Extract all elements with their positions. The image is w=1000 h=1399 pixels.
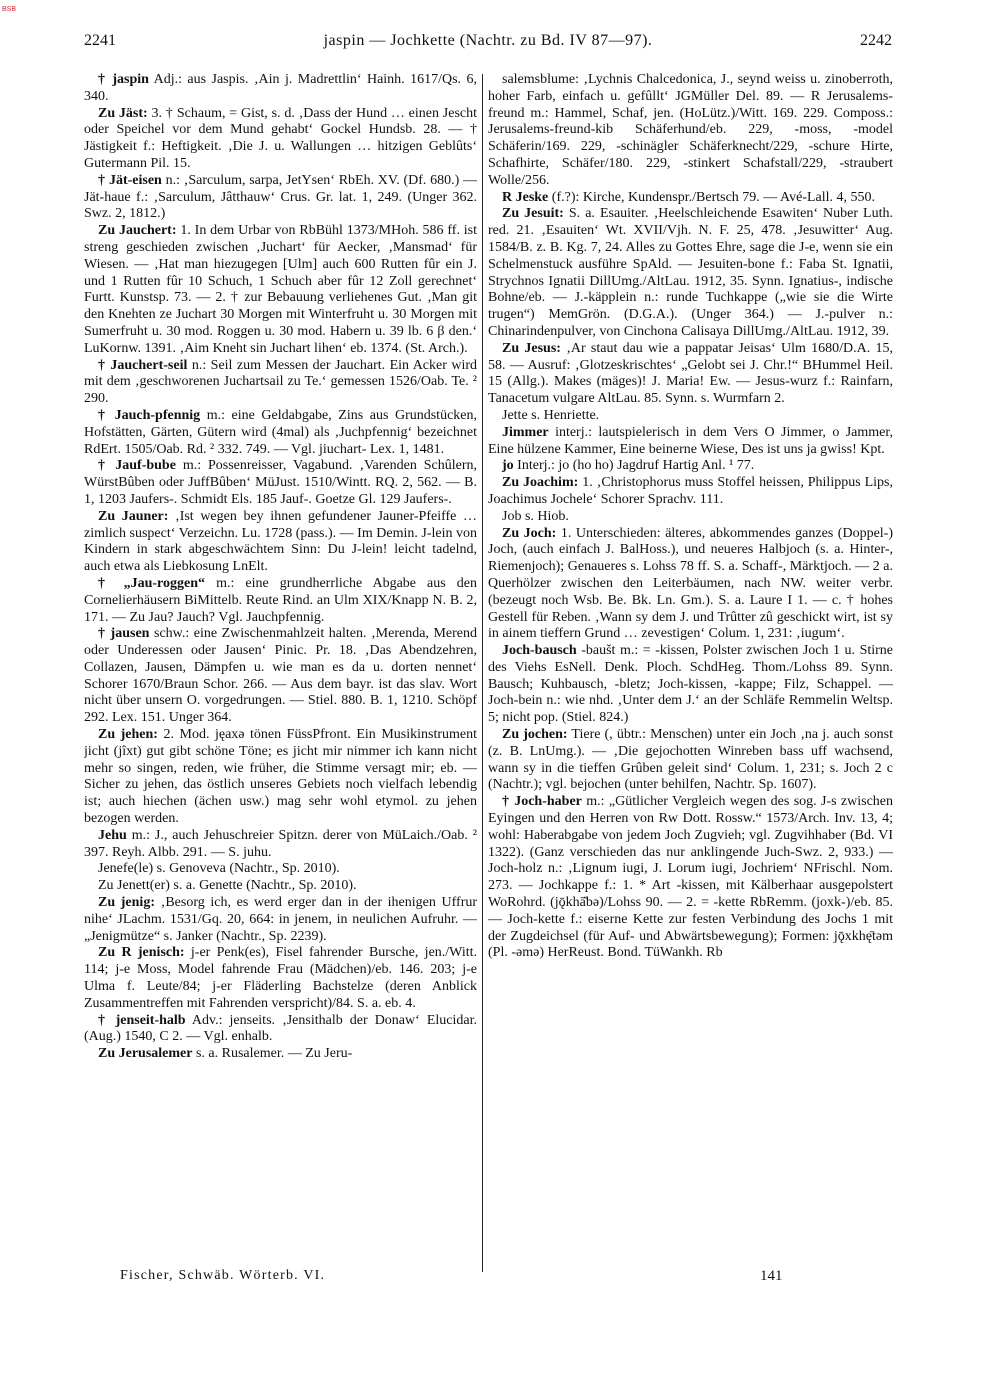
entry-text: j-er Penk(es), Fisel fahrender Bursche, jen./Witt. 114; j-e Moss, Model fahrende Frau (Mädchen)/eb. 146. 203; j-e Ulma f. Leute/84; j-er Fläderling Bachstelze (deren Anblick Zusammentreffen mit Fahrenden verspricht)/84. S. a. eb. 4. [84,945,477,1011]
entry-text: Zu Jenett(er) s. a. Genette (Nachtr., Sp. 2010). [98,878,357,894]
entry-lemma: † Joch-haber [502,794,582,810]
running-title: jaspin — Jochkette (Nachtr. zu Bd. IV 87—97). [323,32,653,49]
entry-text: Adj.: aus Jaspis. ‚Ain j. Madrettlin‘ Hainh. 1617/Qs. 6, 340. [84,72,477,104]
dictionary-entry [84,458,477,508]
entry-lemma: Zu Jauchert: [98,223,177,239]
entry-text: Interj.: jo (ho ho) Jagdruf Hartig Anl. ¹ 77. [517,458,755,474]
right-column [488,72,893,1272]
library-stamp: BSB [2,6,17,13]
dictionary-entry [84,72,477,106]
entry-text: m.: „Gütlicher Vergleich wegen des sog. J-s zwischen Eyingen und den Herren von Rw Dott. Rossw.“ 1573/Arch. Inv. 13, 4; wohl: Haberabgabe von jedem Joch Zugvieh; vgl. Zugvihhaber (Bd. VI 1322). (Ganz verschieden das nur anklingende Juch-Swz. 2, 933.) — Joch-holz n.: ‚Lignum iugi, J. Lorum iugi, Jochriem‘ NFrischl. Nom. 273. — Jochkappe f.: 1. * Art -kissen, mit Kälberhaar ausgepolstert WoRohrd. (jǭkhā̆bə)/Lohss 90. — 2. = -kette RbRemm. (joxk-)/eb. 85. — Joch-kette f.: eiserne Kette zur festen Verbindung des Jochs 1 mit der Zugdeichsel (für Auf- und Abwärtsbewegung); Formen: jǭxkhę̄təm (Pl. -əmə) HerReust. Bond. TüWankh. Rb [488,794,893,961]
dictionary-entry [488,206,893,340]
entry-lemma: Zu Jesuit: [502,206,564,222]
entry-lemma: Zu Jauner: [98,508,169,524]
entry-lemma: Zu Joachim: [502,475,579,491]
entry-text: 2. Mod. jęaxə tönen FüssPfront. Ein Musikinstrument jicht (jîxt) gut gibt schöne Töne; es jicht mir nimmer ich kann nicht mehr so singen, reden, wie früher, die Stimme versagt mir; eb. — Sicher zu jehen, das östlich unseres Gebiets noch vielfach lebendig ist; auch hiechen (ächen usw.) mag sehr wohl etymol. zu jehen bezogen werden. [84,727,477,827]
dictionary-entry [488,458,893,475]
entry-lemma: Zu Joch: [502,525,557,541]
page-header [84,32,892,56]
page-number-left: 2241 [84,32,116,49]
entry-text: Tiere (, übtr.: Menschen) unter ein Joch ‚na j. auch sonst (z. B. LnUmg.). — ‚Die gejochotten Winreben bass uff wachsend, wann sy in die tieffen Grûben geleit sind‘ Colum. 1, 231; s. Joch 2 c (Nachtr.); vgl. bejochen (unter behilfen, Nachtr. Sp. 1607). [488,727,893,793]
footer-source: Fischer, Schwäb. Wörterb. VI. [120,1268,326,1283]
dictionary-entry [488,643,893,727]
column-divider [482,74,483,1272]
entry-lemma: † jausen [98,626,150,642]
entry-text: ‚Ist wegen bey ihnen gefundener Jauner-Pfeiffe … zimlich suspect‘ Verzeichn. Lu. 1728 (pass.). — Im Demin. J-lein von Kindern in stark abgeschwächtem Sinn: Du J-lein! leicht tadelnd, auch etwa als Liebkosung LnElt. [84,508,477,575]
entry-text: 1. ‚Christophorus muss Stoffel heissen, Philippus Lips, Joachimus Jochele‘ Schorer Sprachv. 111. [488,475,893,507]
dictionary-entry [488,509,893,526]
entry-text: m.: J., auch Jehuschreier Spitzn. derer von MüLaich./Oab. ² 397. Reyh. Albb. 291. — S. juhu. [84,827,477,860]
dictionary-entry [488,72,893,190]
dictionary-entry [488,727,893,794]
entry-text: 1. In dem Urbar von RbBühl 1373/MHoh. 586 ff. ist streng geschieden zwischen ‚Juchart‘ für Aecker, ‚Mansmad‘ für Wiesen. — ‚Hat man hiezugegen [Ulm] auch 600 Rutten fûr ein J. und 1 Rutten fûr 10 Schuch, 1 Schuch aber fûr 12 Zoll gerechnet‘ Furtt. Kunstsp. 73. — 2. † zur Bebauung verliehenes Gut. ‚Man git den Knehten ze Juchart 30 Morgen mit Winterfruht u. 30 Morgen mit Sumerfruht u. 30 mod. Roggen u. 30 mod. Habern u. 39 lb. 6 β den.‘ LuKornw. 1391. ‚Aim Kneht sin Juchart lihen‘ eb. 1374. (St. Arch.). [84,223,477,356]
dictionary-entry [84,173,477,223]
entry-lemma: Zu Jesus: [502,340,561,356]
entry-text: Job s. Hiob. [502,508,569,524]
entry-lemma: Jehu [98,827,127,843]
entry-lemma: Zu R jenisch: [98,945,185,961]
entry-text: Jette s. Henriette. [502,407,600,423]
dictionary-entry [488,475,893,509]
dictionary-entry [84,408,477,458]
entry-text: salemsblume: ‚Lychnis Chalcedonica, J., seynd weiss u. zinoberroth, hoher Farb, einfach u. gefûllt‘ JGMüller Del. 89. — R Jerusalems-freund m.: Hammel, Schaf, jen. (HoLütz.)/Witt. 169. 229. Composs.: Jerusalems-freund-kib Schäferhund/eb. 229, -moss, -model Schäferin/169. 229, -schinägler Schäferknecht/229, -schure Hirte, Schafhirte, Schäfer/180. 229, -stinkert Schafstall/229, -straubert Wolle/256. [488,72,893,188]
entry-lemma: Joch-bausch [502,643,577,659]
entry-text: 3. † Schaum, = Gist, s. d. ‚Dass der Hund … einen Jescht oder Speichel vor dem Mund gehabt‘ Gockel Hundsb. 28. — † Jästigkeit f.: Heftigkeit. ‚Die J. u. Wallungen … hitzigen Geblûts‘ Gutermann Pil. 15. [84,105,477,171]
entry-lemma: Zu Jäst: [98,105,148,121]
entry-lemma: † Jauch-pfennig [98,407,201,423]
entry-text: S. a. Esauiter. ‚Heelschleichende Esawiten‘ Nuber Luth. red. 21. ‚Esauiten‘ Wt. XVII/Vjh. N. F. 25, 478. ‚Jesuwitter‘ Aug. 1584/B. z. B. Kg. 7, 24. Alles zu Gottes Ehre, sage die J-e, wenn sie ein Schelmenstuck ausführe SpAld. — Jesuiten-bone f.: Faba St. Ignatii, Strychnos Ignatii DillUmg./AltLau. 1912, 35. Synn. Ignatius-, indische Bohne/eb. — J.-käpplein n.: runde Tuchkappe („wie sie die Wirte trugen“) MemGrön. (D.G.A.). (Unger 364.) — J.-pulver n.: Chinarindenpulver, von Cinchona Calisaya DillUmg./AltLau. 1912, 39. [488,206,893,339]
entry-text: m.: eine Geldabgabe, Zins aus Grundstücken, Hofstätten, Gärten, Gütern wird (4mal) als ‚Juchpfennig‘ bezeichnet RdErt. 1505/Oab. Rd. ² 332. 749. — Vgl. jiuchart- Lex. 1, 1481. [84,407,477,457]
entry-lemma: jo [502,458,514,474]
dictionary-entry [84,223,477,357]
entry-text: n.: Seil zum Messen der Jauchart. Ein Acker wird mit dem ‚geschworenen Juchartsail zu Te.‘ gemessen 1526/Oab. Te. ² 290. [84,357,477,407]
dictionary-entry [84,576,477,626]
dictionary-entry [488,794,893,962]
dictionary-entry [488,408,893,425]
dictionary-entry [84,945,477,1012]
dictionary-entry [84,878,477,895]
dictionary-entry [84,861,477,878]
dictionary-entry [84,626,477,727]
entry-text: -baušt m.: = -kissen, Polster zwischen Joch 1 u. Stirne des Viehs EsNell. Denk. Ploch. SchdHeg. Thom./Lohss 89. Synn. Bausch; Kuhbausch, -bletz; Joch-kissen, -kappe; Filz, Schappel. — Joch-bein n.: wie nhd. ‚Unter dem J.‘ an der Schläfe Remmelin Weltsp. 5; nicht pop. (Stiel. 824.) [488,643,893,726]
dictionary-entry [488,190,893,207]
entry-lemma: R Jeske [502,189,549,205]
entry-lemma: † Jauf-bube [98,458,176,474]
footer-page-number: 141 [760,1268,783,1284]
entry-text: 1. Unterschieden: älteres, abkommendes ganzes (Doppel-) Joch, (auch einfach J. BalHoss.), und neueres Halbjoch (s. a. Hinter-, Riemenjoch); Genaueres s. Lohss 78 ff. S. a. Schaff-, Märktjoch. — 2 a. Querhölzer zwischen den Leiterbäumen, nach NW. weiter verbr. (bezeugt noch Wsb. Be. Bk. Ln. Gm.). S. a. Laure I 1. — c. † hohes Gestell für Reben. ‚Wann sy dem J. und Trûtter zû geschickt wirt, ist sy in ainem tieffern Grund … zevestigen‘ Colum. 1, 231: ‚iugum‘. [488,525,893,642]
dictionary-entry [84,106,477,173]
dictionary-entry [84,727,477,828]
entry-lemma: Zu jochen: [502,727,568,743]
dictionary-entry [84,358,477,408]
left-column [84,72,477,1272]
entry-text: m.: eine grundherrliche Abgabe aus den Cornelierhäusern BiMittelb. Reute Rind. an Ulm XIX/Knapp N. B. 2, 171. — Zu Jau? Jauch? Vgl. Jauchpfennig. [84,575,477,625]
entry-lemma: Jimmer [502,424,549,440]
dictionary-entry [488,425,893,459]
entry-text: ‚Ar staut dau wie a pappatar Jeisas‘ Ulm 1680/D.A. 15, 58. — Ausruf: ‚Glotzeskrischtes‘ „Gelobt sei J. Chr.!“ BHummel Heil. 15 (Allg.). Makes (mäges)! J. Maria! Ew. — Jesus-wurz f.: Rainfarn, Tanacetum vulgare AltLau. 85. Synn. s. Wurmfarn 2. [488,340,893,407]
dictionary-entry [84,828,477,862]
entry-text: schw.: eine Zwischenmahlzeit halten. ‚Merenda, Merend oder Underessen oder Jausen‘ Pinic. Pr. 18. ‚Das Abendzehren, Collazen, Jausen, Dämpfen u. wie man es da u. dorten nennet‘ Schorer 1670/Braun Schor. 266. — Aus dem bayr. ist das slav. Wort nicht über unsern O. vorgedrungen. — Stiel. 880. B. 1, 1210. Schöpf 292. Lex. 151. Unger 364. [84,626,477,726]
dictionary-entry [84,895,477,945]
entry-text: m.: Possenreisser, Vagabund. ‚Varenden Schûlern, WürstBûben oder JuffBûben‘ MüJust. 1510/Wintt. RQ. 2, 562. — B. 1, 1203 Jaufers-. Schmidt Els. 185 Jauf-. Goetze Gl. 129 Jaufers-. [84,458,477,507]
dictionary-entry [84,509,477,576]
entry-lemma: † jaspin [98,72,149,87]
entry-lemma: † „Jau-roggen“ [98,575,206,591]
dictionary-entry [84,1046,477,1063]
entry-lemma: † Jät-eisen [98,172,162,188]
dictionary-entry [84,1013,477,1047]
entry-lemma: Zu jenig: [98,895,155,911]
dictionary-entry [488,341,893,408]
entry-text: n.: ‚Sarculum, sarpa, JetYsen‘ RbEh. XV. (Df. 680.) — Jät-haue f.: ‚Sarculum, Jâtthauw‘ Crus. Gr. lat. 1, 249. (Unger 362. Swz. 2, 1812.) [84,172,477,222]
page-number-right: 2242 [860,32,892,49]
entry-text: (f.?): Kirche, Kundenspr./Bertsch 79. — Avé-Lall. 4, 550. [551,189,875,205]
entry-text: Adv.: jenseits. ‚Jensithalb der Donaw‘ Elucidar. (Aug.) 1540, C 2. — Vgl. enhalb. [84,1012,477,1045]
dictionary-entry [488,526,893,644]
entry-lemma: Zu jehen: [98,727,158,743]
entry-lemma: † jenseit-halb [98,1012,186,1028]
entry-lemma: Zu Jerusalemer [98,1046,193,1062]
entry-text: interj.: lautspielerisch in dem Vers O Jimmer, o Jammer, Eine hülzene Kammer, Eine beinerne Wiese, Des ist uns ja gwiss! Kpt. [488,424,893,457]
entry-lemma: † Jauchert-seil [98,357,188,373]
entry-text: s. a. Rusalemer. — Zu Jeru- [195,1046,353,1062]
entry-text: ‚Besorg ich, es werd erger dan in der ihenigen Uffrur nihe‘ JLachm. 1531/Gq. 20, 664: in jenem, in neulichen Aufruhr. — „Jenigmütze“ s. Janker (Nachtr., Sp. 2239). [84,895,477,944]
entry-text: Jenefe(le) s. Genoveva (Nachtr., Sp. 2010). [98,861,340,877]
